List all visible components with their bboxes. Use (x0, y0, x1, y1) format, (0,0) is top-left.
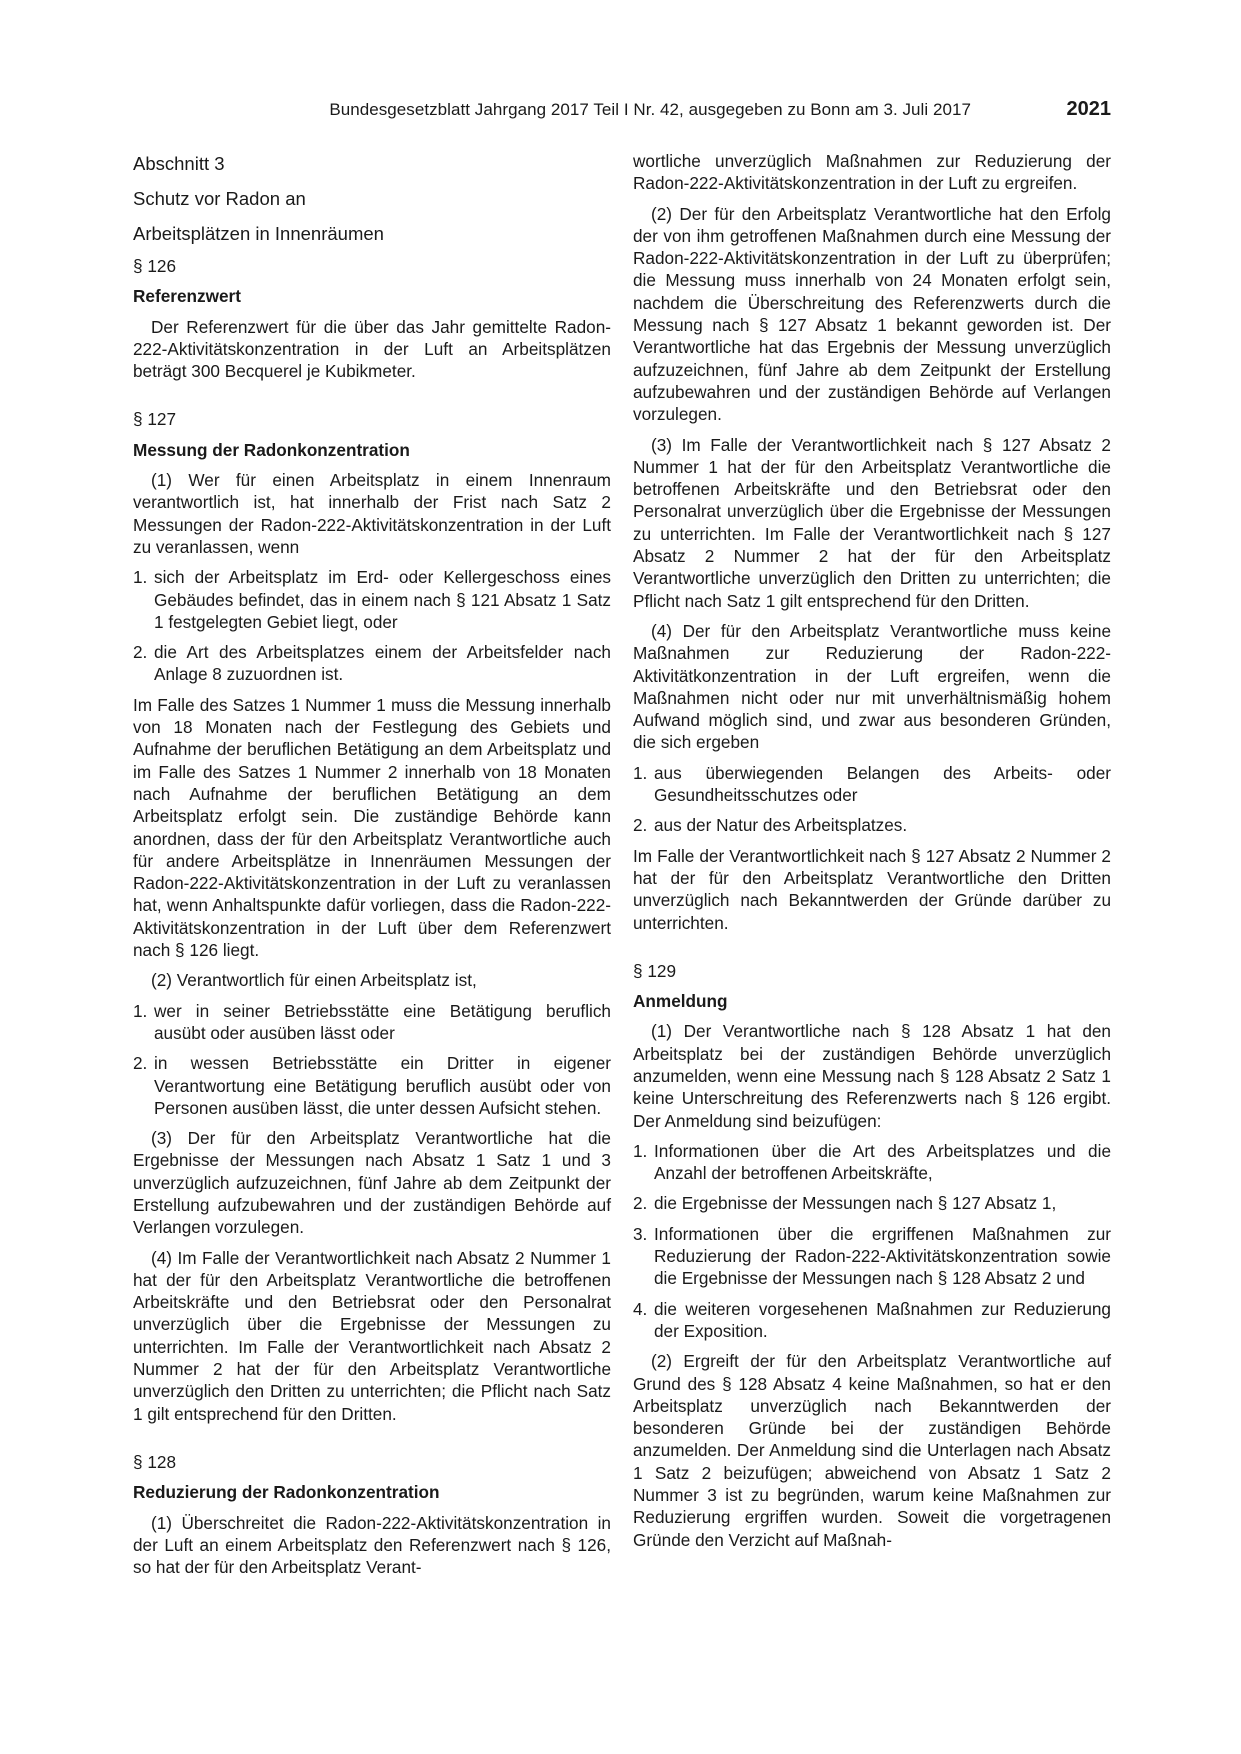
list-item (633, 1140, 1111, 1185)
list-item (133, 1052, 611, 1119)
list-item-number: 1. (633, 1140, 648, 1161)
section-title-line-1: Schutz vor Radon an (133, 188, 306, 209)
list-item-text: Informationen über die Art des Arbeitsplatzes und die Anzahl der betroffenen Arbeitskräfte, (654, 1140, 1111, 1184)
paragraph-128-absatz-4-list (633, 762, 1111, 837)
page-number: 2021 (1066, 98, 1111, 120)
list-item (633, 814, 1111, 836)
paragraph-127-absatz-3: (3) Der für den Arbeitsplatz Verantwortliche hat die Ergebnisse der Messungen nach Absatz 1 Satz 1 und 3 unverzüglich aufzuzeichnen, fünf Jahre ab dem Zeitpunkt der Erstellung aufzubewahren und der zuständigen Behörde auf Verlangen vorzulegen. (133, 1128, 611, 1238)
paragraph-128-absatz-4: (4) Der für den Arbeitsplatz Verantwortliche muss keine Maßnahmen zur Reduzierung der Radon-222-Aktivitätkonzentration in der Luft ergreifen, wenn die Maßnahmen nicht oder nur mit unverhältnismäßig hohem Aufwand möglich sind, und zwar aus besonderen Gründen, die sich ergeben (633, 620, 1111, 753)
paragraph-title-127: Messung der Radonkonzentration (133, 439, 410, 460)
paragraph-127-absatz-1-continuation: Im Falle des Satzes 1 Nummer 1 muss die Messung innerhalb von 18 Monaten nach der Festlegung des Gebiets und Aufnahme der beruflichen Betätigung an dem Arbeitsplatz und im Falle des Satzes 1 Nummer 2 innerhalb von 18 Monaten nach Aufnahme der beruflichen Betätigung an dem Arbeitsplatz erfolgt sein. Die zuständige Behörde kann anordnen, dass der für den Arbeitsplatz Verantwortliche auch für andere Arbeitsplätze in Innenräumen Messungen der Radon-222-Aktivitätskonzentration in der Luft zu veranlassen hat, wenn Anhaltspunkte dafür vorliegen, dass die Radon-222-Aktivitätskonzentration in der Luft über dem Referenzwert nach § 126 liegt. (133, 694, 611, 961)
section-title-line-2: Arbeitsplätzen in Innenräumen (133, 223, 384, 244)
paragraph-number-129: § 129 (633, 960, 677, 981)
section-label: Abschnitt 3 (133, 153, 225, 174)
list-item-text: in wessen Betriebsstätte ein Dritter in eigener Verantwortung eine Betätigung beruflich ausübt oder von Personen ausüben lässt, die unter dessen Aufsicht stehen. (154, 1053, 611, 1118)
paragraph-127-absatz-1-list (133, 566, 611, 685)
paragraph-129-absatz-1-list (633, 1140, 1111, 1342)
paragraph-128-absatz-1-end: wortliche unverzüglich Maßnahmen zur Reduzierung der Radon-222-Aktivitätskonzentration in der Luft zu ergreifen. (633, 151, 1111, 194)
paragraph-127-absatz-2: (2) Verantwortlich für einen Arbeitsplatz ist, (151, 970, 477, 991)
list-item (633, 1223, 1111, 1290)
list-item-text: die Art des Arbeitsplatzes einem der Arbeitsfelder nach Anlage 8 zuzuordnen ist. (154, 642, 611, 685)
list-item (133, 1000, 611, 1045)
paragraph-129-absatz-2: (2) Ergreift der für den Arbeitsplatz Verantwortliche auf Grund des § 128 Absatz 4 keine Maßnahmen, so hat er den Arbeitsplatz unverzüglich nach Bekanntwerden der besonderen Gründe bei der zuständigen Behörde anzumelden. Der Anmeldung sind die Unterlagen nach Absatz 1 Satz 2 beizufügen; abweichend von Absatz 1 Satz 2 Nummer 3 ist zu begründen, warum keine Maßnahmen zur Reduzierung ergriffen wurden. Soweit die vorgetragenen Gründe den Verzicht auf Maßnah- (633, 1351, 1111, 1550)
paragraph-number-126: § 126 (133, 256, 177, 276)
paragraph-129-absatz-1: (1) Der Verantwortliche nach § 128 Absatz 1 hat den Arbeitsplatz bei der zuständigen Behörde unverzüglich anzumelden, wenn eine Messung nach § 128 Absatz 2 Satz 1 keine Unterschreitung des Referenzwerts nach § 126 ergibt. Der Anmeldung sind beizufügen: (633, 1021, 1111, 1131)
list-item-number: 2. (133, 1053, 148, 1074)
paragraph-number-127: § 127 (133, 409, 177, 430)
list-item (133, 641, 611, 686)
list-item-number: 3. (633, 1223, 648, 1244)
list-item-number: 1. (133, 1000, 148, 1021)
list-item-text: die weiteren vorgesehenen Maßnahmen zur Reduzierung der Exposition. (654, 1298, 1111, 1341)
list-item-text: aus der Natur des Arbeitsplatzes. (654, 815, 908, 836)
list-item-number: 2. (633, 815, 648, 836)
paragraph-title-129: Anmeldung (633, 991, 728, 1012)
list-item-text: sich der Arbeitsplatz im Erd- oder Kellergeschoss eines Gebäudes befindet, das in einem nach § 121 Absatz 1 Satz 1 festgelegten Gebiet liegt, oder (154, 567, 611, 632)
paragraph-127-absatz-1: (1) Wer für einen Arbeitsplatz in einem Innenraum verantwortlich ist, hat innerhalb der Frist nach Satz 2 Messungen der Radon-222-Aktivitätskonzentration in der Luft zu veranlassen, wenn (133, 470, 611, 557)
list-item-number: 4. (633, 1298, 648, 1319)
list-item (133, 566, 611, 633)
list-item (633, 762, 1111, 807)
left-column (133, 150, 611, 1586)
list-item-number: 1. (133, 567, 148, 588)
paragraph-128-absatz-2: (2) Der für den Arbeitsplatz Verantwortliche hat den Erfolg der von ihm getroffenen Maßnahmen durch eine Messung der Radon-222-Aktivitätskonzentration in der Luft zu überprüfen; die Messung muss innerhalb von 24 Monaten erfolgt sein, nachdem die Überschreitung des Referenzwerts durch die Messung nach § 127 Absatz 1 bekannt geworden ist. Der Verantwortliche hat das Ergebnis der Messung unverzüglich aufzuzeichnen, fünf Jahre ab dem Zeitpunkt der Erstellung aufzubewahren und der zuständigen Behörde auf Verlangen vorzulegen. (633, 203, 1111, 425)
paragraph-126-text: Der Referenzwert für die über das Jahr gemittelte Radon-222-Aktivitätskonzentration in der Luft an Arbeitsplätzen beträgt 300 Becquerel je Kubikmeter. (133, 316, 611, 382)
page-header (133, 98, 1111, 124)
list-item-text: die Ergebnisse der Messungen nach § 127 Absatz 1, (654, 1193, 1057, 1214)
paragraph-128-absatz-3: (3) Im Falle der Verantwortlichkeit nach § 127 Absatz 2 Nummer 1 hat der für den Arbeitsplatz Verantwortliche die betroffenen Arbeitskräfte und den Betriebsrat oder den Personalrat unverzüglich über die Ergebnisse der Messungen zu unterrichten. Im Falle der Verantwortlichkeit nach § 127 Absatz 2 Nummer 2 hat der für den Arbeitsplatz Verantwortliche unverzüglich den Dritten zu unterrichten; die Pflicht nach Satz 1 gilt entsprechend für den Dritten. (633, 434, 1111, 611)
running-title: Bundesgesetzblatt Jahrgang 2017 Teil I Nr. 42, ausgegeben zu Bonn am 3. Juli 2017 (329, 100, 971, 119)
paragraph-number-128: § 128 (133, 1451, 177, 1472)
paragraph-127-absatz-4: (4) Im Falle der Verantwortlichkeit nach Absatz 2 Nummer 1 hat der für den Arbeitsplatz Verantwortliche die betroffenen Arbeitskräfte und den Betriebsrat oder den Personalrat unverzüglich über die Ergebnisse der Messungen zu unterrichten. Im Falle der Verantwortlichkeit nach Absatz 2 Nummer 2 hat der für den Arbeitsplatz Verantwortliche unverzüglich den Dritten zu unterrichten; die Pflicht nach Satz 1 gilt entsprechend für den Dritten. (133, 1247, 611, 1424)
list-item-text: aus überwiegenden Belangen des Arbeits- oder Gesundheitsschutzes oder (654, 762, 1111, 806)
paragraph-127-absatz-2-list (133, 1000, 611, 1119)
right-column (633, 150, 1111, 1559)
list-item-number: 2. (133, 642, 148, 663)
list-item-number: 1. (633, 762, 648, 783)
paragraph-128-absatz-4-continuation: Im Falle der Verantwortlichkeit nach § 127 Absatz 2 Nummer 2 hat der für den Arbeitsplatz Verantwortliche den Dritten unverzüglich nach Bekanntwerden der Gründe darüber zu unterrichten. (633, 845, 1111, 933)
list-item-number: 2. (633, 1193, 648, 1214)
list-item-text: Informationen über die ergriffenen Maßnahmen zur Reduzierung der Radon-222-Aktivitätskonzentration sowie die Ergebnisse der Messungen nach § 128 Absatz 2 und (654, 1223, 1111, 1289)
paragraph-128-absatz-1-start: (1) Überschreitet die Radon-222-Aktivitätskonzentration in der Luft an einem Arbeitsplatz den Referenzwert nach § 126, so hat der für den Arbeitsplatz Verant- (133, 1512, 611, 1578)
paragraph-title-128: Reduzierung der Radonkonzentration (133, 1482, 440, 1503)
list-item-text: wer in seiner Betriebsstätte eine Betätigung beruflich ausübt oder ausüben lässt oder (154, 1000, 611, 1043)
list-item (633, 1192, 1111, 1214)
paragraph-title-126: Referenzwert (133, 286, 241, 307)
list-item (633, 1298, 1111, 1343)
